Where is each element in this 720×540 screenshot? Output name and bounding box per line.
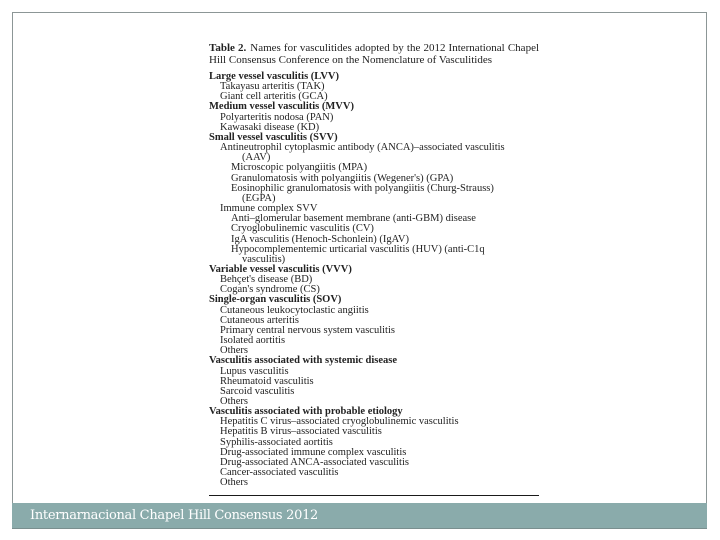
list-item: (EGPA): [242, 192, 276, 204]
list-item: Primary central nervous system vasculitis: [220, 324, 395, 336]
list-item: Cryoglobulinemic vasculitis (CV): [231, 223, 374, 235]
category-heading: Single-organ vasculitis (SOV): [209, 294, 342, 306]
list-item: Granulomatosis with polyangiitis (Wegener's) (GPA): [231, 172, 454, 184]
table-title: Names for vasculitides adopted by the 2012 International Chapel Hill Consensus Conference on the Nomenclature of Vasculitides: [209, 42, 540, 66]
list-item: Rheumatoid vasculitis: [220, 375, 314, 387]
list-item: Anti–glomerular basement membrane (anti-GBM) disease: [231, 213, 476, 225]
category-heading: Small vessel vasculitis (SVV): [209, 131, 338, 143]
list-item: Others: [220, 396, 248, 407]
list-item: Isolated aortitis: [220, 335, 286, 347]
table-bottom-rule: [209, 495, 539, 496]
table-caption: [209, 43, 539, 66]
list-item: Behçet's disease (BD): [220, 274, 313, 286]
category-heading: Variable vessel vasculitis (VVV): [209, 263, 352, 275]
list-item: Cutaneous arteritis: [220, 314, 300, 326]
slide-caption-bar: [12, 503, 707, 529]
table-label: Table 2.: [209, 42, 247, 54]
list-item: Microscopic polyangiitis (MPA): [231, 162, 368, 174]
list-item: Others: [220, 345, 248, 357]
slide-caption: Internarnacional Chapel Hill Consensus 2012: [30, 508, 319, 523]
list-item: Takayasu arteritis (TAK): [220, 81, 325, 93]
table-lines: [209, 72, 539, 488]
list-item: Cogan's syndrome (CS): [220, 284, 320, 296]
list-item: Drug-associated ANCA-associated vasculitis: [220, 456, 409, 468]
list-item: Syphilis-associated aortitis: [220, 436, 333, 448]
list-item: Polyarteritis nodosa (PAN): [220, 111, 334, 123]
list-item: Hepatitis C virus–associated cryoglobulinemic vasculitis: [220, 416, 459, 428]
list-item: Lupus vasculitis: [220, 365, 289, 377]
category-heading: Vasculitis associated with probable etiology: [209, 406, 403, 418]
list-item: Others: [220, 477, 248, 489]
list-item: Cancer-associated vasculitis: [220, 467, 339, 479]
category-heading: Large vessel vasculitis (LVV): [209, 71, 339, 82]
list-item: (AAV): [242, 152, 271, 164]
list-item: Antineutrophil cytoplasmic antibody (ANCA)–associated vasculitis: [220, 142, 505, 154]
list-item: Drug-associated immune complex vasculitis: [220, 446, 407, 458]
category-heading: Medium vessel vasculitis (MVV): [209, 101, 354, 113]
list-item: Hypocomplementemic urticarial vasculitis (HUV) (anti-C1q: [231, 243, 485, 255]
list-item: Cutaneous leukocytoclastic angiitis: [220, 304, 369, 316]
list-item: Sarcoid vasculitis: [220, 385, 295, 397]
list-item: Immune complex SVV: [220, 203, 318, 215]
list-item: Eosinophilic granulomatosis with polyangiitis (Churg-Strauss): [231, 182, 494, 194]
list-item: IgA vasculitis (Henoch-Schonlein) (IgAV): [231, 233, 409, 245]
list-item: vasculitis): [242, 253, 286, 265]
table-document: [209, 43, 539, 488]
list-item: Kawasaki disease (KD): [220, 121, 320, 133]
list-item: Hepatitis B virus–associated vasculitis: [220, 426, 382, 438]
category-heading: Vasculitis associated with systemic disease: [209, 355, 398, 367]
list-item: Giant cell arteritis (GCA): [220, 91, 328, 103]
